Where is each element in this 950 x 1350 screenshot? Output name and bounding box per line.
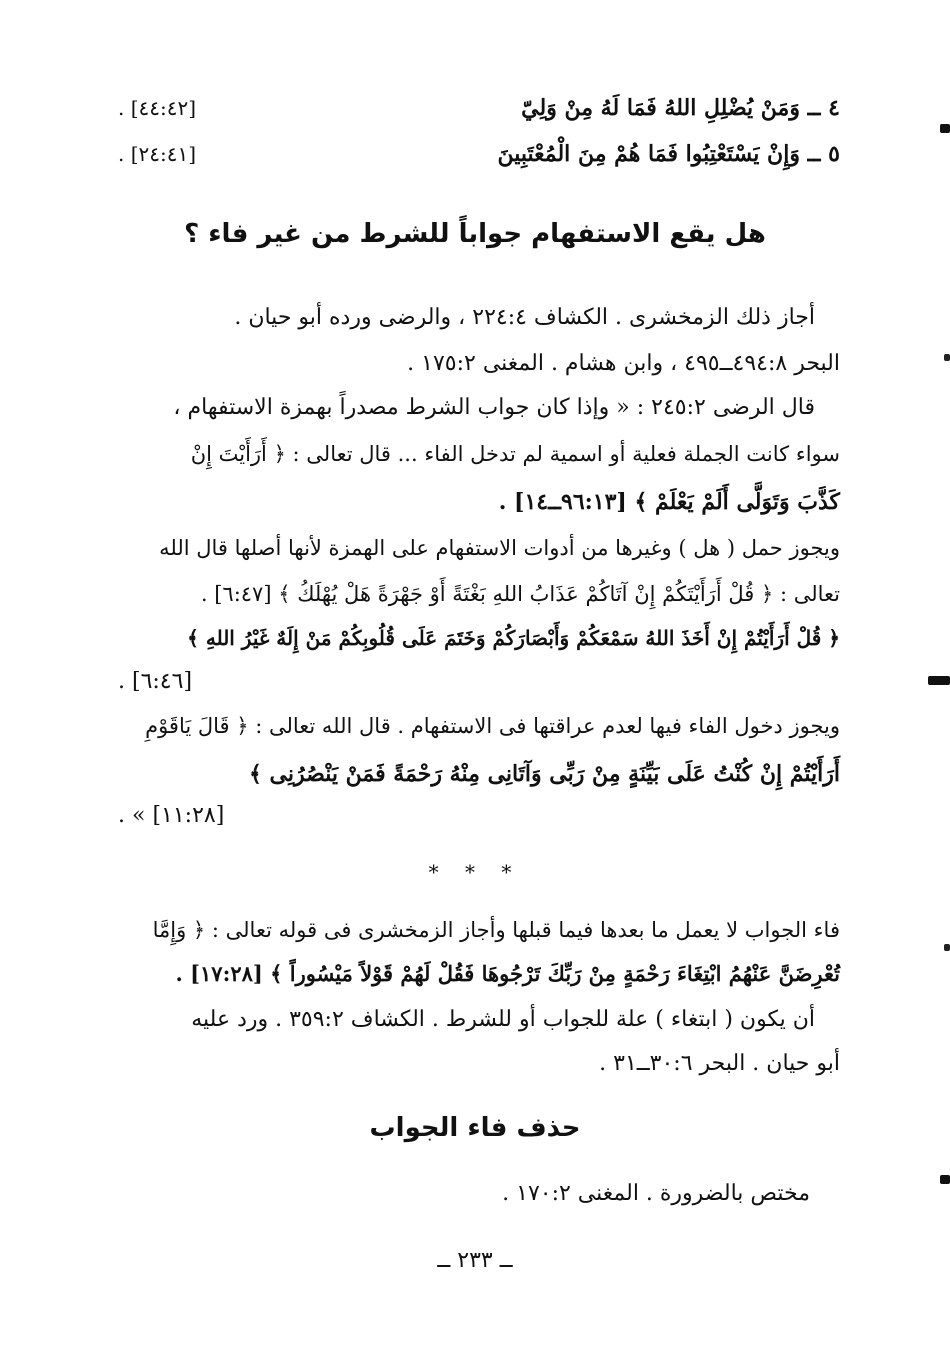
body-line: أن يكون ( ابتغاء ) علة للجواب أو للشرط . الكشاف ٣٥٩:٢ . ورد عليه [191,1007,815,1032]
body-line: ويجوز حمل ( هل ) وغيرها من أدوات الاستفهام على الهمزة لأنها أصلها قال الله [159,536,840,560]
scan-edge-mark [944,944,950,951]
scan-edge-mark [944,354,950,361]
body-line: أبو حيان . البحر ٣٠:٦ــ٣١ . [599,1051,840,1076]
body-line: أجاز ذلك الزمخشرى . الكشاف ٢٢٤:٤ ، والرضى ورده أبو حيان . [234,305,815,330]
body-line: [١١:٢٨] » . [118,803,225,828]
body-line: قال الرضى ٢٤٥:٢ : « وإذا كان جواب الشرط مصدراً بهمزة الاستفهام ، [173,395,815,420]
verse-line-5: ٥ ــ وَإِنْ يَسْتَعْتِبُوا فَمَا هُمْ مِنَ الْمُعْتَبِينَ [497,141,840,167]
body-line: تعالى : ﴿ قُلْ أَرَأَيْتَكُمْ إِنْ آتَاكُمْ عَذَابُ اللهِ بَغْتَةً أَوْ جَهْرَةً هَلْ يُهْلَكُ ﴾ [٦:٤٧] . [200,582,840,606]
verse-ref-4: [٤٤:٤٢] . [118,96,197,120]
scan-edge-mark [940,1175,950,1184]
section-separator: * * * [428,860,522,884]
scan-edge-mark [928,676,950,685]
section-heading-deletion: حذف فاء الجواب [369,1113,581,1143]
body-line: [٦:٤٦] . [118,669,193,694]
page-number: ــ ٢٣٣ ــ [437,1248,513,1273]
body-line: تُعْرِضَنَّ عَنْهُمُ ابْتِغَاءَ رَحْمَةٍ مِنْ رَبِّكَ تَرْجُوهَا فَقُلْ لَهُمْ قَوْلاً مَيْسُوراً ﴾ [١٧:٢٨] . [175,961,840,986]
body-line: سواء كانت الجملة فعلية أو اسمية لم تدخل الفاء ... قال تعالى : ﴿ أَرَأَيْتَ إِنْ [190,442,840,466]
scan-edge-mark [940,124,950,133]
verse-ref-5: [٢٤:٤١] . [118,142,197,166]
verse-line-4: ٤ ــ وَمَنْ يُضْلِلِ اللهُ فَمَا لَهُ مِنْ وَلِيّ [521,95,840,121]
body-line: ويجوز دخول الفاء فيها لعدم عراقتها فى الاستفهام . قال الله تعالى : ﴿ قَالَ يَاقَوْمِ [145,714,840,738]
body-line: البحر ٤٩٤:٨ــ٤٩٥ ، وابن هشام . المغنى ١٧٥:٢ . [407,351,840,376]
section-heading-question: هل يقع الاستفهام جواباً للشرط من غير فاء ؟ [184,219,766,249]
body-line: أَرَأَيْتُمْ إِنْ كُنْتُ عَلَى بَيِّنَةٍ مِنْ رَبِّى وَآتَانِى مِنْهُ رَحْمَةً فَمَنْ يَنْصُرُنِى ﴾ [249,761,840,787]
body-line: كَذَّبَ وَتَوَلَّى أَلَمْ يَعْلَمْ ﴾ [٩٦:١٣ــ١٤] . [498,489,840,515]
body-line: ﴿ قُلْ أَرَأَيْتُمْ إِنْ أَخَذَ اللهُ سَمْعَكُمْ وَأَبْصَارَكُمْ وَخَتَمَ عَلَى قُلُوبِكُمْ مَنْ إِلَهٌ غَيْرُ اللهِ ﴾ [187,626,840,650]
body-line: فاء الجواب لا يعمل ما بعدها فيما قبلها وأجاز الزمخشرى فى قوله تعالى : ﴿ وَإِمَّا [152,918,840,942]
body-line: مختص بالضرورة . المغنى ١٧٠:٢ . [502,1181,810,1206]
